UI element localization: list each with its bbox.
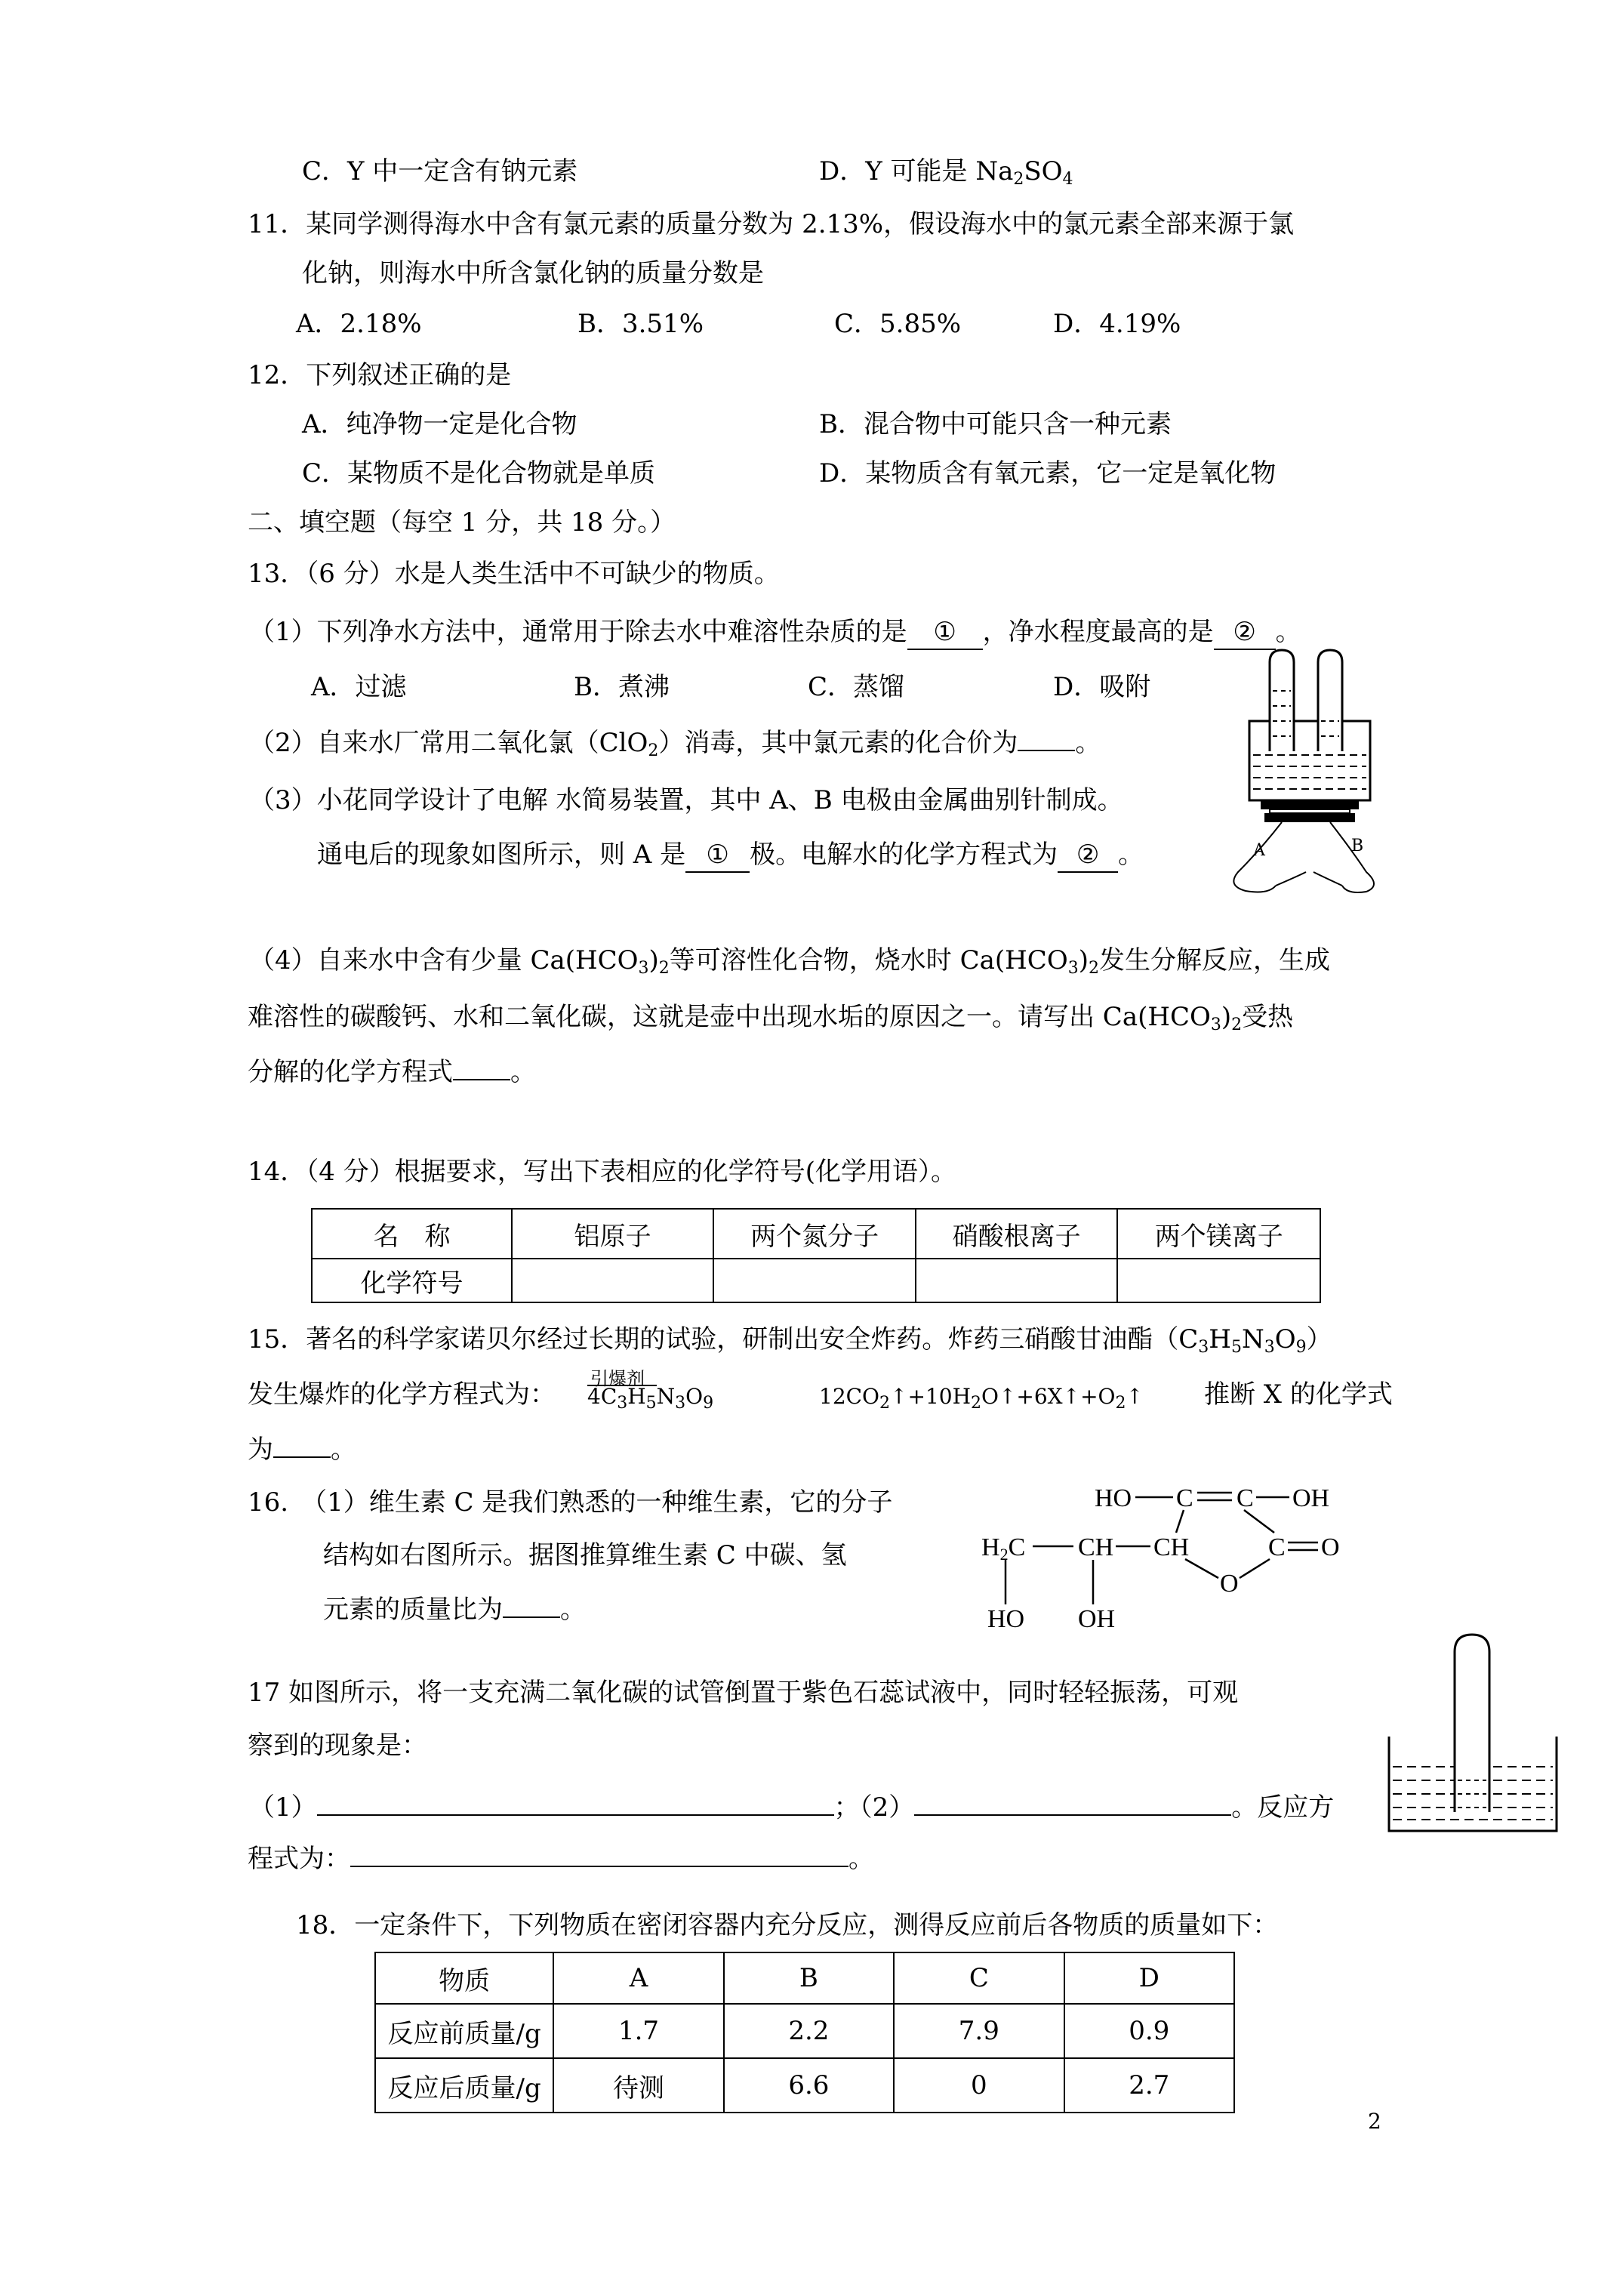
q14-row-label: 化学符号: [312, 1259, 512, 1302]
q12-stem: 12．下列叙述正确的是: [248, 360, 512, 390]
q15-line3: 为 。: [248, 1435, 356, 1465]
q18-after-a: 待测: [553, 2058, 723, 2113]
electrolysis-apparatus-figure: [1215, 646, 1404, 902]
q11-option-d: D．4.19%: [1053, 309, 1181, 339]
section-heading: 二、填空题（每空 1 分，共 18 分。）: [248, 507, 676, 538]
q13-option-a: A．过滤: [311, 672, 407, 702]
q15-blank-formula[interactable]: [273, 1456, 331, 1458]
q18-before-c: 7.9: [894, 2004, 1064, 2058]
q13-blank-1[interactable]: ①: [907, 615, 983, 650]
q15-line1: 15．著名的科学家诺贝尔经过长期的试验，研制出安全炸药。炸药三硝酸甘油酯$(C_3H_5N_3O_9)$: [248, 1324, 1332, 1357]
q15-equation-right: $12CO_2↑+10H_2O↑+6X↑+O_2↑$: [819, 1384, 1144, 1413]
q18-table: [374, 1952, 1235, 2113]
electrode-b-label: B: [1351, 837, 1364, 855]
struct-o-double: O: [1321, 1533, 1340, 1561]
q14-answer-cell[interactable]: [916, 1259, 1118, 1302]
q13-blank-valence[interactable]: [1018, 750, 1075, 751]
q16-blank-ratio[interactable]: [503, 1616, 560, 1618]
q15-line2-text: 发生爆炸的化学方程式为：: [248, 1379, 556, 1410]
electrode-a-label: A: [1253, 841, 1265, 860]
q18-row-after-label: 反应后质量/g: [375, 2058, 553, 2113]
q14-answer-cell[interactable]: [512, 1259, 714, 1302]
q14-answer-cell[interactable]: [1117, 1259, 1320, 1302]
struct-c1: C: [1176, 1484, 1193, 1512]
q13-part3-line2: 通电后的现象如图所示，则 A 是 ① 极。电解水的化学方程式为 ② 。: [317, 838, 1144, 873]
q14-answer-cell[interactable]: [713, 1259, 916, 1302]
inverted-test-tube-figure: [1385, 1631, 1560, 1838]
struct-oh-top: OH: [1292, 1484, 1330, 1512]
struct-ch-1: CH: [1078, 1533, 1114, 1561]
q14-stem: 14．（4 分）根据要求，写出下表相应的化学符号(化学用语）。: [248, 1157, 956, 1187]
struct-c2: C: [1236, 1484, 1254, 1512]
q15-line2-end: 推断 X 的化学式: [1204, 1379, 1393, 1410]
q11-option-c: C．5.85%: [834, 309, 962, 339]
struct-ch-2: CH: [1153, 1533, 1190, 1561]
q10-option-d: D．Y 可能是 $Na_2SO_4$: [819, 156, 1073, 189]
q18-after-c: 0: [894, 2058, 1064, 2113]
q13-part2: （2）自来水厂常用二氧化氯（ClO$_2$）消毒，其中氯元素的化合价为 。: [249, 728, 1101, 760]
q13-blank-decomposition[interactable]: [453, 1079, 510, 1080]
q13-stem: 13．（6 分）水是人类生活中不可缺少的物质。: [248, 559, 780, 589]
struct-o-ring: O: [1220, 1570, 1239, 1598]
q14-header-n2: 两个氮分子: [713, 1209, 916, 1259]
q13-blank-2[interactable]: ②: [1214, 615, 1276, 650]
q16-line1: 16. （1）维生素 C 是我们熟悉的一种维生素，它的分子: [248, 1487, 893, 1518]
q11-option-a: A．2.18%: [296, 309, 422, 339]
q18-after-b: 6.6: [724, 2058, 894, 2113]
q13-part4-line1: （4）自来水中含有少量 $Ca(HCO_3)_2$等可溶性化合物，烧水时 $Ca(HCO_3)_2$发生分解反应，生成: [249, 945, 1330, 978]
q13-blank-electrode[interactable]: ①: [685, 838, 750, 873]
q14-header-mg: 两个镁离子: [1117, 1209, 1320, 1259]
q18-header-a: A: [553, 1952, 723, 2004]
q17-line1: 17 如图所示，将一支充满二氧化碳的试管倒置于紫色石蕊试液中，同时轻轻振荡，可观: [248, 1678, 1239, 1708]
q13-part3-line1: （3）小花同学设计了电解 水简易装置，其中 A、B 电极由金属曲别针制成。: [249, 785, 1123, 815]
vitamin-c-structure-figure: [966, 1472, 1374, 1646]
q18-before-b: 2.2: [724, 2004, 894, 2058]
q15-reaction-condition: 引爆剂: [590, 1368, 645, 1389]
q12-option-d: D．某物质含有氧元素，它一定是氧化物: [819, 458, 1277, 488]
q16-line2: 结构如右图所示。据图推算维生素 C 中碳、氢: [323, 1540, 847, 1570]
q18-header-b: B: [724, 1952, 894, 2004]
q18-stem: 18．一定条件下，下列物质在密闭容器内充分反应，测得反应前后各物质的质量如下：: [296, 1910, 1279, 1940]
struct-c3: C: [1268, 1533, 1286, 1561]
q12-option-b: B．混合物中可能只含一种元素: [819, 409, 1172, 439]
q14-table: [311, 1208, 1321, 1303]
q13-part1: （1）下列净水方法中，通常用于除去水中难溶性杂质的是 ① ，净水程度最高的是 ② 。: [249, 615, 1301, 650]
q13-part4-line3: 分解的化学方程式 。: [248, 1057, 536, 1087]
q18-header-c: C: [894, 1952, 1064, 2004]
q11-stem-line1: 11．某同学测得海水中含有氯元素的质量分数为 2.13%，假设海水中的氯元素全部来源于氯: [248, 209, 1295, 239]
q11-stem-line2: 化钠，则海水中所含氯化钠的质量分数是: [302, 258, 764, 288]
q14-header-no3: 硝酸根离子: [916, 1209, 1118, 1259]
q14-header-al: 铝原子: [512, 1209, 714, 1259]
q18-header-substance: 物质: [375, 1952, 553, 2004]
struct-h2c: H2C: [981, 1533, 1026, 1564]
struct-ho-top: HO: [1095, 1484, 1132, 1512]
q18-before-a: 1.7: [553, 2004, 723, 2058]
q16-line3: 元素的质量比为 。: [323, 1595, 586, 1625]
q13-option-d: D．吸附: [1053, 672, 1151, 702]
q13-option-c: C．蒸馏: [808, 672, 905, 702]
q15-equation-left: $4C_3H_5N_3O_9$: [587, 1384, 714, 1413]
q18-before-d: 0.9: [1064, 2004, 1234, 2058]
struct-ho-bottom: HO: [987, 1605, 1025, 1633]
q17-blank-2[interactable]: [914, 1814, 1231, 1816]
q17-blank-1[interactable]: [317, 1814, 834, 1816]
q13-part4-line2: 难溶性的碳酸钙、水和二氧化碳，这就是壶中出现水垢的原因之一。请写出 $Ca(HCO_3)_2$受热: [248, 1002, 1294, 1034]
q17-line4: 程式为： 。: [248, 1844, 874, 1874]
q11-option-b: B．3.51%: [577, 309, 704, 339]
q14-header-name: 名 称: [312, 1209, 512, 1259]
q13-blank-equation[interactable]: ②: [1058, 838, 1118, 873]
q10-option-c: C．Y 中一定含有钠元素: [302, 156, 578, 186]
q18-header-d: D: [1064, 1952, 1234, 2004]
struct-oh-bottom: OH: [1078, 1605, 1116, 1633]
q17-blank-equation[interactable]: [350, 1866, 848, 1867]
q12-option-c: C．某物质不是化合物就是单质: [302, 458, 656, 488]
q18-after-d: 2.7: [1064, 2058, 1234, 2113]
q12-option-a: A．纯净物一定是化合物: [302, 409, 577, 439]
q17-line2: 察到的现象是：: [248, 1730, 427, 1761]
q13-option-b: B．煮沸: [574, 672, 670, 702]
q17-line3: （1） ；（2） 。反应方: [249, 1792, 1335, 1823]
page-number: 2: [1368, 2109, 1381, 2134]
q18-row-before-label: 反应前质量/g: [375, 2004, 553, 2058]
